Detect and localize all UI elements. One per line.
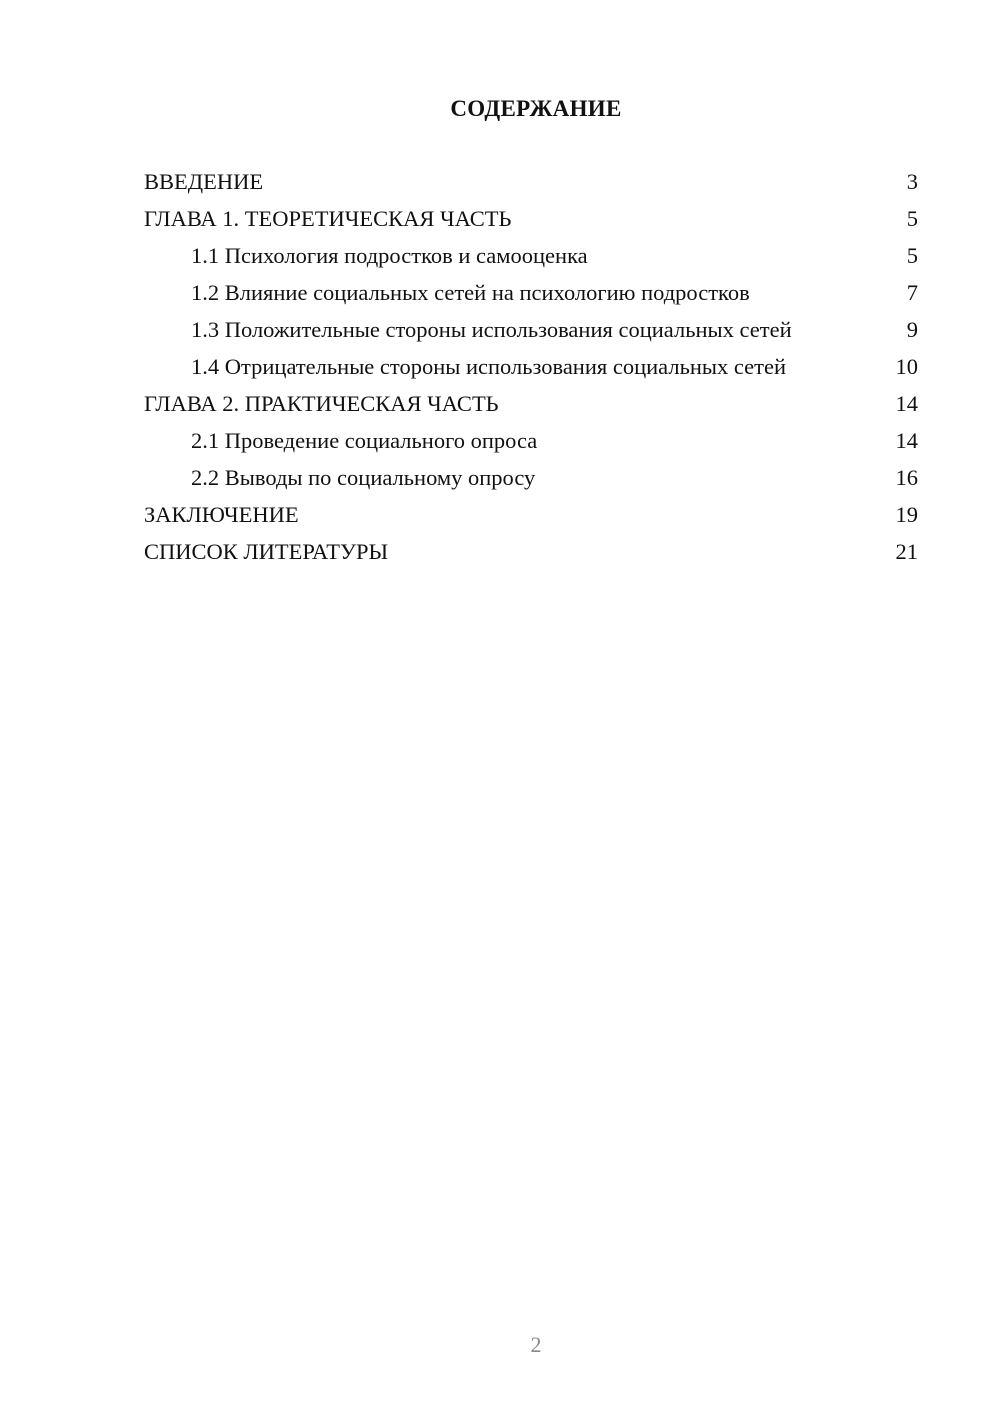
toc-entry-page: 5 [906, 206, 918, 231]
toc-entry-references[interactable] [144, 538, 918, 565]
toc-entry-text: ВВЕДЕНИЕ [144, 169, 264, 194]
toc-entry-introduction[interactable] [144, 168, 918, 195]
toc-entry-chapter-1[interactable] [144, 205, 918, 232]
toc-entry-section-2-1[interactable] [144, 427, 918, 454]
toc-entry-page: 16 [895, 465, 918, 490]
toc-entry-page: 5 [906, 243, 918, 268]
toc-entry-conclusion[interactable] [144, 501, 918, 528]
toc-entry-text: ГЛАВА 1. ТЕОРЕТИЧЕСКАЯ ЧАСТЬ [144, 206, 512, 231]
toc-entry-chapter-2[interactable] [144, 390, 918, 417]
toc-entry-text: СПИСОК ЛИТЕРАТУРЫ [144, 539, 389, 564]
toc-entry-section-1-1[interactable] [144, 242, 918, 269]
toc-entry-text: ГЛАВА 2. ПРАКТИЧЕСКАЯ ЧАСТЬ [144, 391, 499, 416]
toc-entry-text: 1.3 Положительные стороны использования социальных сетей [191, 317, 792, 342]
toc-entry-text: 2.2 Выводы по социальному опросу [191, 465, 536, 490]
toc-entry-section-1-4[interactable] [144, 353, 918, 380]
toc-entry-section-1-2[interactable] [144, 279, 918, 306]
table-of-contents [144, 168, 918, 565]
toc-entry-page: 7 [906, 280, 918, 305]
toc-entry-section-1-3[interactable] [144, 316, 918, 343]
toc-entry-text: 1.2 Влияние социальных сетей на психологию подростков [191, 280, 750, 305]
toc-entry-page: 9 [906, 317, 918, 342]
toc-entry-page: 19 [895, 502, 918, 527]
toc-entry-page: 14 [895, 391, 918, 416]
toc-entry-text: 1.4 Отрицательные стороны использования социальных сетей [191, 354, 786, 379]
toc-entry-page: 14 [895, 428, 918, 453]
toc-entry-text: ЗАКЛЮЧЕНИЕ [144, 502, 299, 527]
toc-entry-section-2-2[interactable] [144, 464, 918, 491]
page-number: 2 [530, 1332, 542, 1357]
toc-entry-text: 1.1 Психология подростков и самооценка [191, 243, 588, 268]
toc-entry-page: 3 [906, 169, 918, 194]
toc-entry-text: 2.1 Проведение социального опроса [191, 428, 538, 453]
toc-title: СОДЕРЖАНИЕ [450, 96, 622, 121]
toc-entry-page: 21 [895, 539, 918, 564]
toc-entry-page: 10 [895, 354, 918, 379]
